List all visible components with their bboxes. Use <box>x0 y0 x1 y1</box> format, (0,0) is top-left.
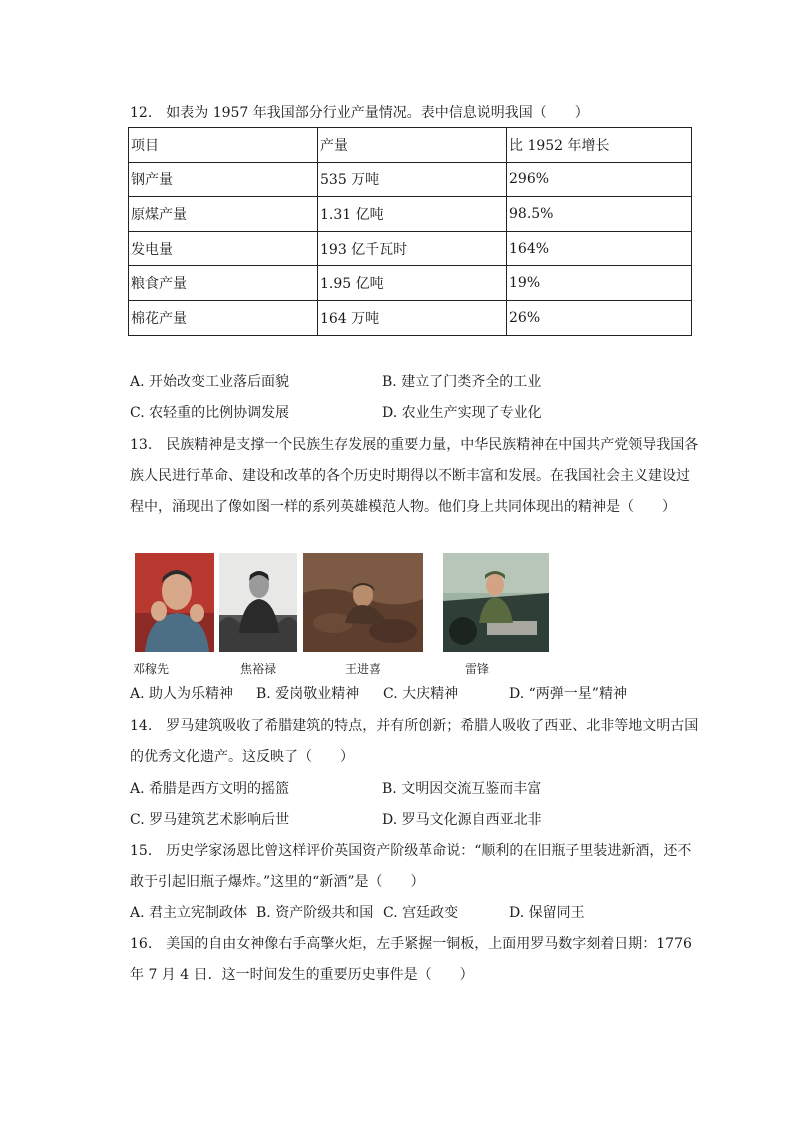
q13-option-c[interactable]: C. 大庆精神 <box>383 686 459 702</box>
q13-option-d[interactable]: D. “两弹一星”精神 <box>509 686 627 702</box>
q15-stem-line: 15. 历史学家汤恩比曾这样评价英国资产阶级革命说：“顺利的在旧瓶子里装进新酒，还不 <box>130 843 692 859</box>
q15-option-d[interactable]: D. 保留同王 <box>509 905 585 921</box>
photo-deng-jiaxian <box>135 553 214 652</box>
q12-option-a[interactable]: A. 开始改变工业落后面貌 <box>130 374 290 390</box>
table-row <box>129 231 692 266</box>
table-header-cell: 比 1952 年增长 <box>507 128 692 163</box>
q16-stem-line: 16. 美国的自由女神像右手高擎火炬，左手紧握一铜板，上面用罗马数字刻着日期：1776 <box>130 936 692 952</box>
table-cell: 164 万吨 <box>318 300 507 335</box>
caption-wang-jinxi: 王进喜 <box>345 662 382 676</box>
table-row <box>129 197 692 232</box>
table-cell: 粮食产量 <box>129 266 318 301</box>
table-row <box>129 300 692 335</box>
table-cell: 164% <box>507 231 692 266</box>
q15-stem-line: 敢于引起旧瓶子爆炸。”这里的“新酒”是（ ） <box>130 874 425 890</box>
photo-wang-jinxi <box>303 553 423 652</box>
table-cell: 钢产量 <box>129 162 318 197</box>
q13-stem-line: 族人民进行革命、建设和改革的各个历史时期得以不断丰富和发展。在我国社会主义建设过 <box>130 468 690 484</box>
table-cell: 19% <box>507 266 692 301</box>
q12-stem: 12. 如表为 1957 年我国部分行业产量情况。表中信息说明我国（ ） <box>130 105 589 121</box>
photo-jiao-yulu <box>219 553 297 652</box>
table-cell: 1.95 亿吨 <box>318 266 507 301</box>
table-cell: 98.5% <box>507 197 692 232</box>
q12-option-c[interactable]: C. 农轻重的比例协调发展 <box>130 405 290 421</box>
table-header-row <box>129 128 692 163</box>
q14-option-a[interactable]: A. 希腊是西方文明的摇篮 <box>130 781 290 797</box>
table-row <box>129 266 692 301</box>
q16-stem-line: 年 7 月 4 日．这一时间发生的重要历史事件是（ ） <box>130 967 474 983</box>
q13-option-a[interactable]: A. 助人为乐精神 <box>130 686 234 702</box>
q12-option-d[interactable]: D. 农业生产实现了专业化 <box>382 405 542 421</box>
caption-lei-feng: 雷锋 <box>465 662 490 676</box>
q14-option-c[interactable]: C. 罗马建筑艺术影响后世 <box>130 812 290 828</box>
table-cell: 535 万吨 <box>318 162 507 197</box>
q12-option-b[interactable]: B. 建立了门类齐全的工业 <box>382 374 542 390</box>
photo-lei-feng <box>443 553 549 652</box>
table-cell: 193 亿千瓦时 <box>318 231 507 266</box>
table-cell: 1.31 亿吨 <box>318 197 507 232</box>
table-header-cell: 产量 <box>318 128 507 163</box>
q15-option-a[interactable]: A. 君主立宪制政体 <box>130 905 248 921</box>
q13-stem-line: 程中，涌现出了像如图一样的系列英雄模范人物。他们身上共同体现出的精神是（ ） <box>130 499 676 515</box>
table-cell: 26% <box>507 300 692 335</box>
q13-stem-line: 13. 民族精神是支撑一个民族生存发展的重要力量，中华民族精神在中国共产党领导我国各 <box>130 437 699 453</box>
caption-jiao-yulu: 焦裕禄 <box>240 662 277 676</box>
q12-production-table <box>128 127 692 336</box>
table-cell: 棉花产量 <box>129 300 318 335</box>
q14-option-b[interactable]: B. 文明因交流互鉴而丰富 <box>382 781 542 797</box>
q15-option-c[interactable]: C. 宫廷政变 <box>383 905 459 921</box>
q14-option-d[interactable]: D. 罗马文化源自西亚北非 <box>382 812 542 828</box>
table-cell: 原煤产量 <box>129 197 318 232</box>
q15-option-b[interactable]: B. 资产阶级共和国 <box>256 905 374 921</box>
table-header-cell: 项目 <box>129 128 318 163</box>
table-cell: 296% <box>507 162 692 197</box>
q14-stem-line: 的优秀文化遗产。这反映了（ ） <box>130 749 354 765</box>
q13-option-b[interactable]: B. 爱岗敬业精神 <box>256 686 360 702</box>
table-row <box>129 162 692 197</box>
caption-deng-jiaxian: 邓稼先 <box>133 662 170 676</box>
q14-stem-line: 14. 罗马建筑吸收了希腊建筑的特点，并有所创新；希腊人吸收了西亚、北非等地文明古国 <box>130 718 699 734</box>
table-cell: 发电量 <box>129 231 318 266</box>
